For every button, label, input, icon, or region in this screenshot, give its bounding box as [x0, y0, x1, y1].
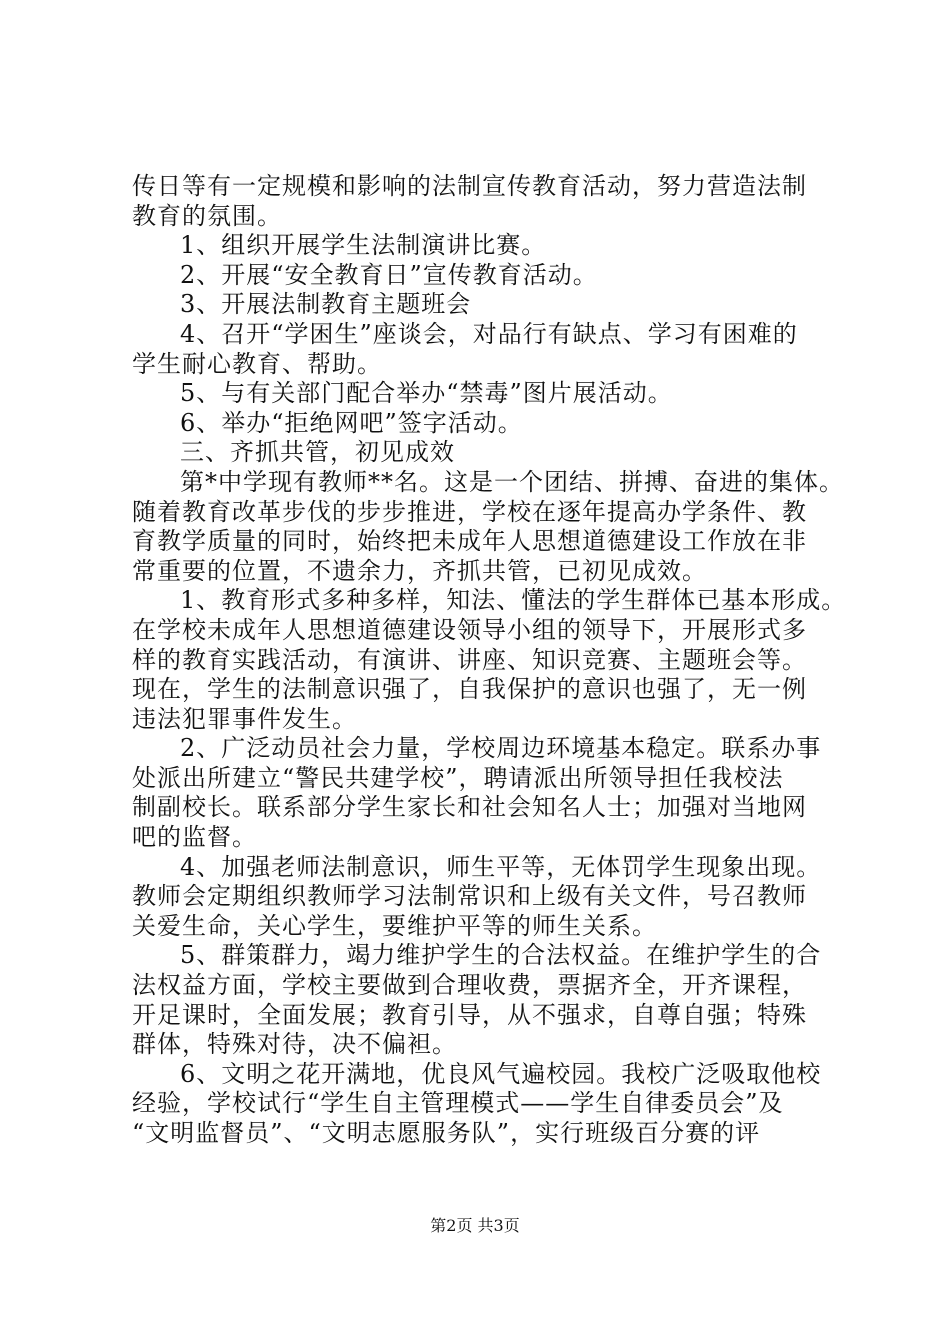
text-line: 1、教育形式多种多样，知法、懂法的学生群体已基本形成。: [180, 586, 847, 615]
text-line: 群体，特殊对待，决不偏袒。: [132, 1030, 457, 1059]
document-body: [132, 172, 847, 1149]
text-line: 1、组织开展学生法制演讲比赛。: [180, 231, 547, 260]
text-line: 5、与有关部门配合举办“禁毒”图片展活动。: [180, 379, 673, 408]
text-line: 随着教育改革步伐的步步推进，学校在逐年提高办学条件、教: [132, 497, 807, 526]
text-line: 4、召开“学困生”座谈会，对品行有缺点、学习有困难的: [180, 319, 798, 348]
text-line: 4、加强老师法制意识，师生平等，无体罚学生现象出现。: [180, 852, 822, 881]
text-line: 违法犯罪事件发生。: [132, 704, 357, 733]
text-line: 样的教育实践活动，有演讲、讲座、知识竞赛、主题班会等。: [132, 645, 807, 674]
text-line: 常重要的位置，不遗余力，齐抓共管，已初见成效。: [132, 556, 707, 585]
text-line: 三、齐抓共管，初见成效: [180, 438, 455, 467]
text-line: 经验，学校试行“学生自主管理模式——学生自律委员会”及: [132, 1089, 784, 1118]
text-line: 关爱生命，关心学生，要维护平等的师生关系。: [132, 911, 657, 940]
text-line: 2、开展“安全教育日”宣传教育活动。: [180, 260, 598, 289]
page-footer: [0, 1216, 950, 1236]
text-line: 法权益方面，学校主要做到合理收费，票据齐全，开齐课程，: [132, 971, 807, 1000]
text-line: 6、文明之花开满地，优良风气遍校园。我校广泛吸取他校: [180, 1059, 822, 1088]
text-line: 第*中学现有教师**名。这是一个团结、拼搏、奋进的集体。: [180, 467, 844, 496]
text-line: 教育的氛围。: [132, 201, 282, 230]
page-number: 第2页 共3页: [430, 1216, 520, 1235]
text-line: 处派出所建立“警民共建学校”，聘请派出所领导担任我校法: [132, 763, 784, 792]
text-line: 2、广泛动员社会力量，学校周边环境基本稳定。联系办事: [180, 734, 822, 763]
text-line: 吧的监督。: [132, 823, 257, 852]
text-line: 制副校长。联系部分学生家长和社会知名人士；加强对当地网: [132, 793, 807, 822]
text-line: 现在，学生的法制意识强了，自我保护的意识也强了，无一例: [132, 675, 807, 704]
text-line: 学生耐心教育、帮助。: [132, 349, 382, 378]
text-line: 在学校未成年人思想道德建设领导小组的领导下，开展形式多: [132, 615, 807, 644]
text-line: 3、开展法制教育主题班会: [180, 290, 472, 319]
text-line: 6、举办“拒绝网吧”签字活动。: [180, 408, 523, 437]
text-line: “文明监督员”、“文明志愿服务队”，实行班级百分赛的评: [132, 1119, 761, 1147]
text-line: 教师会定期组织教师学习法制常识和上级有关文件，号召教师: [132, 882, 807, 911]
text-line: 传日等有一定规模和影响的法制宣传教育活动，努力营造法制: [132, 172, 807, 200]
text-line: 5、群策群力，竭力维护学生的合法权益。在维护学生的合: [180, 941, 822, 970]
text-line: 开足课时，全面发展；教育引导，从不强求，自尊自强；特殊: [132, 1000, 807, 1029]
text-line: 育教学质量的同时，始终把未成年人思想道德建设工作放在非: [132, 527, 807, 556]
